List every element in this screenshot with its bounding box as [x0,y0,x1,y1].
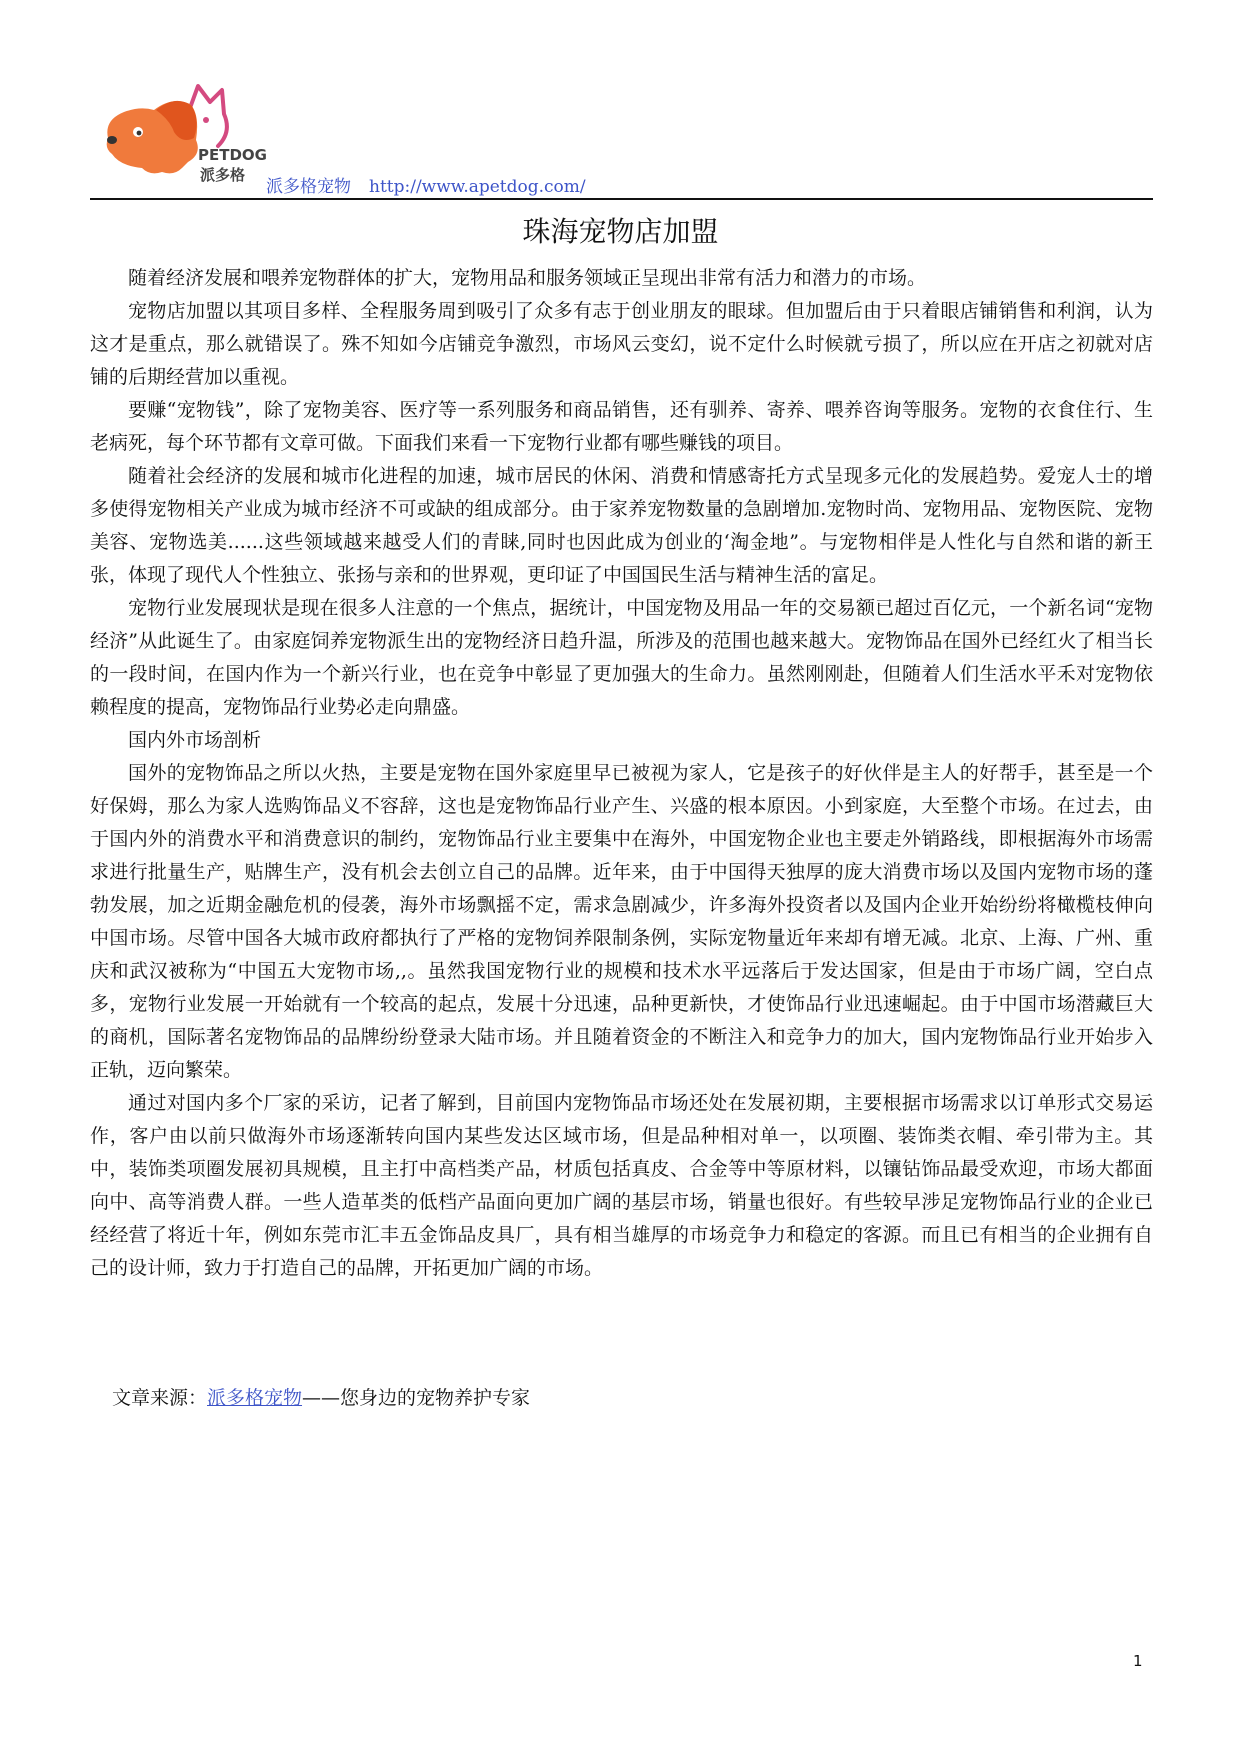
article-source [112,1383,530,1413]
section-heading: 国内外市场剖析 [128,729,262,751]
page-title: 珠海宠物店加盟 [522,215,719,248]
header-site-name: 派多格宠物 [266,177,351,197]
paragraph: 要赚“宠物钱”，除了宠物美容、医疗等一系列服务和商品销售，还有驯养、寄养、喂养咨询等服务。宠物的衣食住行、生老病死，每个环节都有文章可做。下面我们来看一下宠物行业都有哪些赚钱的项目。 [90,399,1153,454]
source-label: 文章来源： [112,1387,208,1409]
source-link[interactable]: 派多格宠物 [207,1387,303,1409]
petdog-logo [90,80,267,190]
header-divider [90,198,1153,200]
header-site-info [266,172,586,197]
page-number: 1 [1133,1652,1143,1670]
paragraph: 宠物行业发展现状是现在很多人注意的一个焦点，据统计，中国宠物及用品一年的交易额已超过百亿元，一个新名词“宠物经济”从此诞生了。由家庭饲养宠物派生出的宠物经济日趋升温，所涉及的范围也越来越大。宠物饰品在国外已经红火了相当长的一段时间，在国内作为一个新兴行业，也在竞争中彰显了更加强大的生命力。虽然刚刚赴，但随着人们生活水平禾对宠物依赖程度的提高，宠物饰品行业势必走向鼎盛。 [90,597,1153,718]
paragraph: 随着社会经济的发展和城市化进程的加速，城市居民的休闲、消费和情感寄托方式呈现多元化的发展趋势。爱宠人士的增多使得宠物相关产业成为城市经济不可或缺的组成部分。由于家养宠物数量的急剧增加.宠物时尚、宠物用品、宠物医院、宠物美容、宠物选美......这些领域越来越受人们的青睐,同时也因此成为创业的‘淘金地”。与宠物相伴是人性化与自然和谐的新王张，体现了现代人个性独立、张扬与亲和的世界观，更印证了中国国民生活与精神生活的富足。 [90,465,1153,586]
source-suffix: ——您身边的宠物养护专家 [302,1387,531,1409]
paragraph: 随着经济发展和喂养宠物群体的扩大，宠物用品和服务领域正呈现出非常有活力和潜力的市场。 [128,267,927,289]
header-site-url[interactable]: http://www.apetdog.com/ [369,177,586,197]
paragraph: 宠物店加盟以其项目多样、全程服务周到吸引了众多有志于创业朋友的眼球。但加盟后由于只着眼店铺销售和利润，认为这才是重点，那么就错误了。殊不知如今店铺竞争激烈，市场风云变幻，说不定什么时候就亏损了，所以应在开店之初就对店铺的后期经营加以重视。 [90,300,1153,388]
page-header [90,80,1153,198]
paragraph: 国外的宠物饰品之所以火热，主要是宠物在国外家庭里早已被视为家人，它是孩子的好伙伴是主人的好帮手，甚至是一个好保姆，那么为家人选购饰品义不容辞，这也是宠物饰品行业产生、兴盛的根本原因。小到家庭，大至整个市场。在过去，由于国内外的消费水平和消费意识的制约，宠物饰品行业主要集中在海外，中国宠物企业也主要走外销路线，即根据海外市场需求进行批量生产，贴牌生产，没有机会去创立自己的品牌。近年来，由于中国得天独厚的庞大消费市场以及国内宠物市场的蓬勃发展，加之近期金融危机的侵袭，海外市场飘摇不定，需求急剧减少，许多海外投资者以及国内企业开始纷纷将橄榄枝伸向中国市场。尽管中国各大城市政府都执行了严格的宠物饲养限制条例，实际宠物量近年来却有增无减。北京、上海、广州、重庆和武汉被称为“中国五大宠物市场,,。虽然我国宠物行业的规模和技术水平远落后于发达国家，但是由于市场广阔，空白点多，宠物行业发展一开始就有一个较高的起点，发展十分迅速，品种更新快，才使饰品行业迅速崛起。由于中国市场潜藏巨大的商机，国际著名宠物饰品的品牌纷纷登录大陆市场。并且随着资金的不断注入和竞争力的加大，国内宠物饰品行业开始步入正轨，迈向繁荣。 [90,762,1153,1081]
article-body [90,262,1153,1285]
logo-text-en: PETDOG [198,146,267,164]
paragraph: 通过对国内多个厂家的采访，记者了解到，目前国内宠物饰品市场还处在发展初期，主要根据市场需求以订单形式交易运作，客户由以前只做海外市场逐渐转向国内某些发达区域市场，但是品种相对单一，以项圈、装饰类衣帽、牵引带为主。其中，装饰类项圈发展初具规模，且主打中高档类产品，材质包括真皮、合金等中等原材料，以镶钻饰品最受欢迎，市场大都面向中、高等消费人群。一些人造革类的低档产品面向更加广阔的基层市场，销量也很好。有些较早涉足宠物饰品行业的企业已经经营了将近十年，例如东莞市汇丰五金饰品皮具厂，具有相当雄厚的市场竞争力和稳定的客源。而且已有相当的企业拥有自己的设计师，致力于打造自己的品牌，开拓更加广阔的市场。 [90,1092,1153,1279]
logo-text-cn: 派多格 [200,166,246,184]
